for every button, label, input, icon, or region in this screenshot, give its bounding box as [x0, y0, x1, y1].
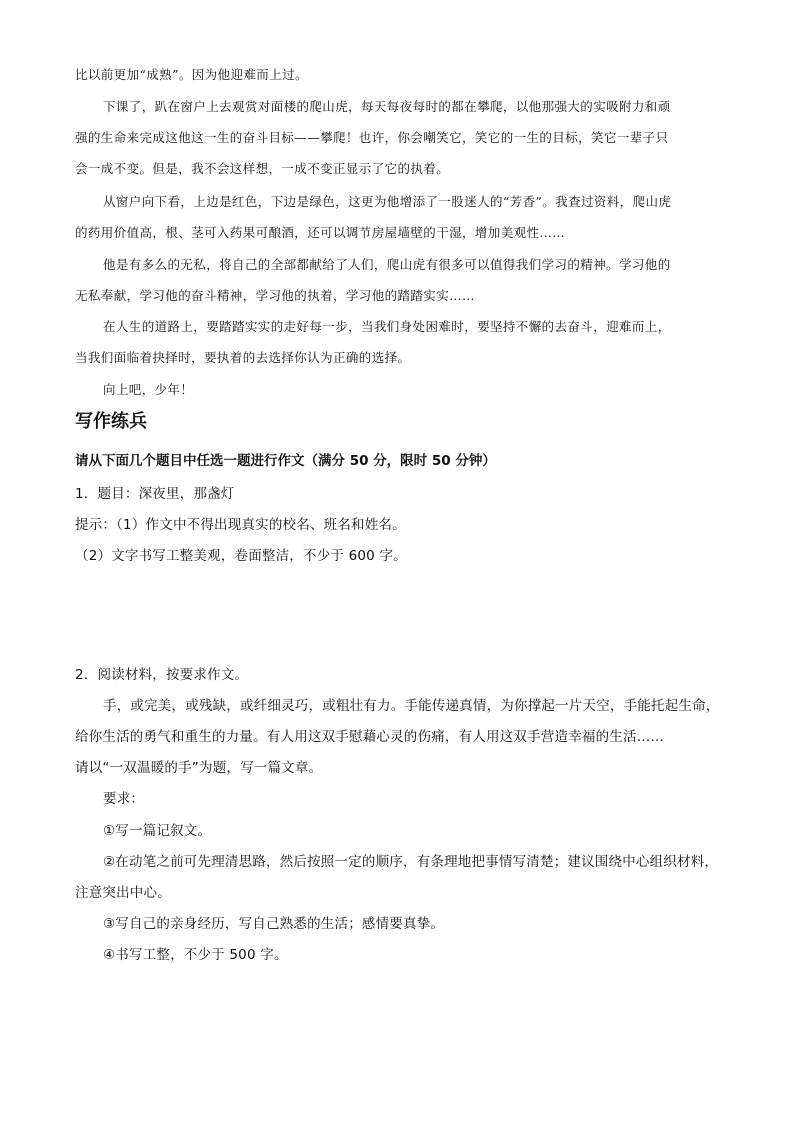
- topic1-title: 1．题目：深夜里，那盏灯: [75, 486, 235, 502]
- topic1-hint1: 提示：（1）作文中不得出现真实的校名、班名和姓名。: [75, 517, 406, 533]
- essay-line: 的药用价值高，根、茎可入药果可酿酒，还可以调节房屋墙壁的干湿，增加美观性……: [75, 225, 566, 240]
- essay-line: 无私奉献，学习他的奋斗精神，学习他的执着，学习他的踏踏实实……: [75, 288, 475, 303]
- topic2-prompt: 请以“一双温暖的手”为题，写一篇文章。: [75, 760, 323, 776]
- topic2-requirement-1: ①写一篇记叙文。: [103, 823, 212, 839]
- essay-line: 比以前更加“成熟”。因为他迎难而上过。: [75, 67, 308, 82]
- essay-line: 下课了，趴在窗户上去观赏对面楼的爬山虎，每天每夜每时的都在攀爬，以他那强大的实吸附力和顽: [103, 99, 671, 114]
- essay-line: 他是有多么的无私，将自己的全部都献给了人们，爬山虎有很多可以值得我们学习的精神。学习他的: [103, 257, 671, 272]
- topic2-material-line1: 手，或完美，或残缺，或纤细灵巧，或粗壮有力。手能传递真情，为你撑起一片天空，手能托起生命，: [103, 698, 720, 714]
- essay-line: 强的生命来完成这他这一生的奋斗目标——攀爬！也许，你会嘲笑它，笑它的一生的目标，笑它一辈子只: [75, 130, 669, 145]
- topic2-material-line2: 给你生活的勇气和重生的力量。有人用这双手慰藉心灵的伤痛，有人用这双手营造幸福的生活……: [75, 729, 665, 745]
- topic2-requirement-2-cont: 注意突出中心。: [75, 885, 171, 901]
- essay-line: 在人生的道路上，要踏踏实实的走好每一步，当我们身处困难时，要坚持不懈的去奋斗，迎难而上，: [103, 319, 671, 334]
- essay-line: 向上吧，少年！: [103, 382, 194, 397]
- topic2-requirement-2: ②在动笔之前可先理清思路，然后按照一定的顺序，有条理地把事情写清楚；建议围绕中心组织材料，: [103, 854, 719, 870]
- topic2-requirement-3: ③写自己的亲身经历，写自己熟悉的生活；感情要真挚。: [103, 916, 445, 932]
- topic2-requirement-4: ④书写工整，不少于 500 字。: [103, 947, 288, 963]
- section-instruction: 请从下面几个题目中任选一题进行作文（满分 50 分，限时 50 分钟）: [75, 453, 496, 469]
- essay-line: 会一成不变。但是，我不会这样想，一成不变正显示了它的执着。: [75, 161, 450, 176]
- topic2-requirements-label: 要求：: [103, 791, 145, 807]
- essay-line: 从窗户向下看，上边是红色，下边是绿色，这更为他增添了一股迷人的“芳香”。我查过资料，爬山虎: [103, 194, 672, 209]
- essay-line: 当我们面临着抉择时，要执着的去选择你认为正确的选择。: [75, 350, 411, 365]
- topic1-hint2: （2）文字书写工整美观，卷面整洁，不少于 600 字。: [75, 548, 407, 564]
- topic2-title: 2．阅读材料，按要求作文。: [75, 667, 249, 683]
- section-title: 写作练兵: [75, 411, 147, 432]
